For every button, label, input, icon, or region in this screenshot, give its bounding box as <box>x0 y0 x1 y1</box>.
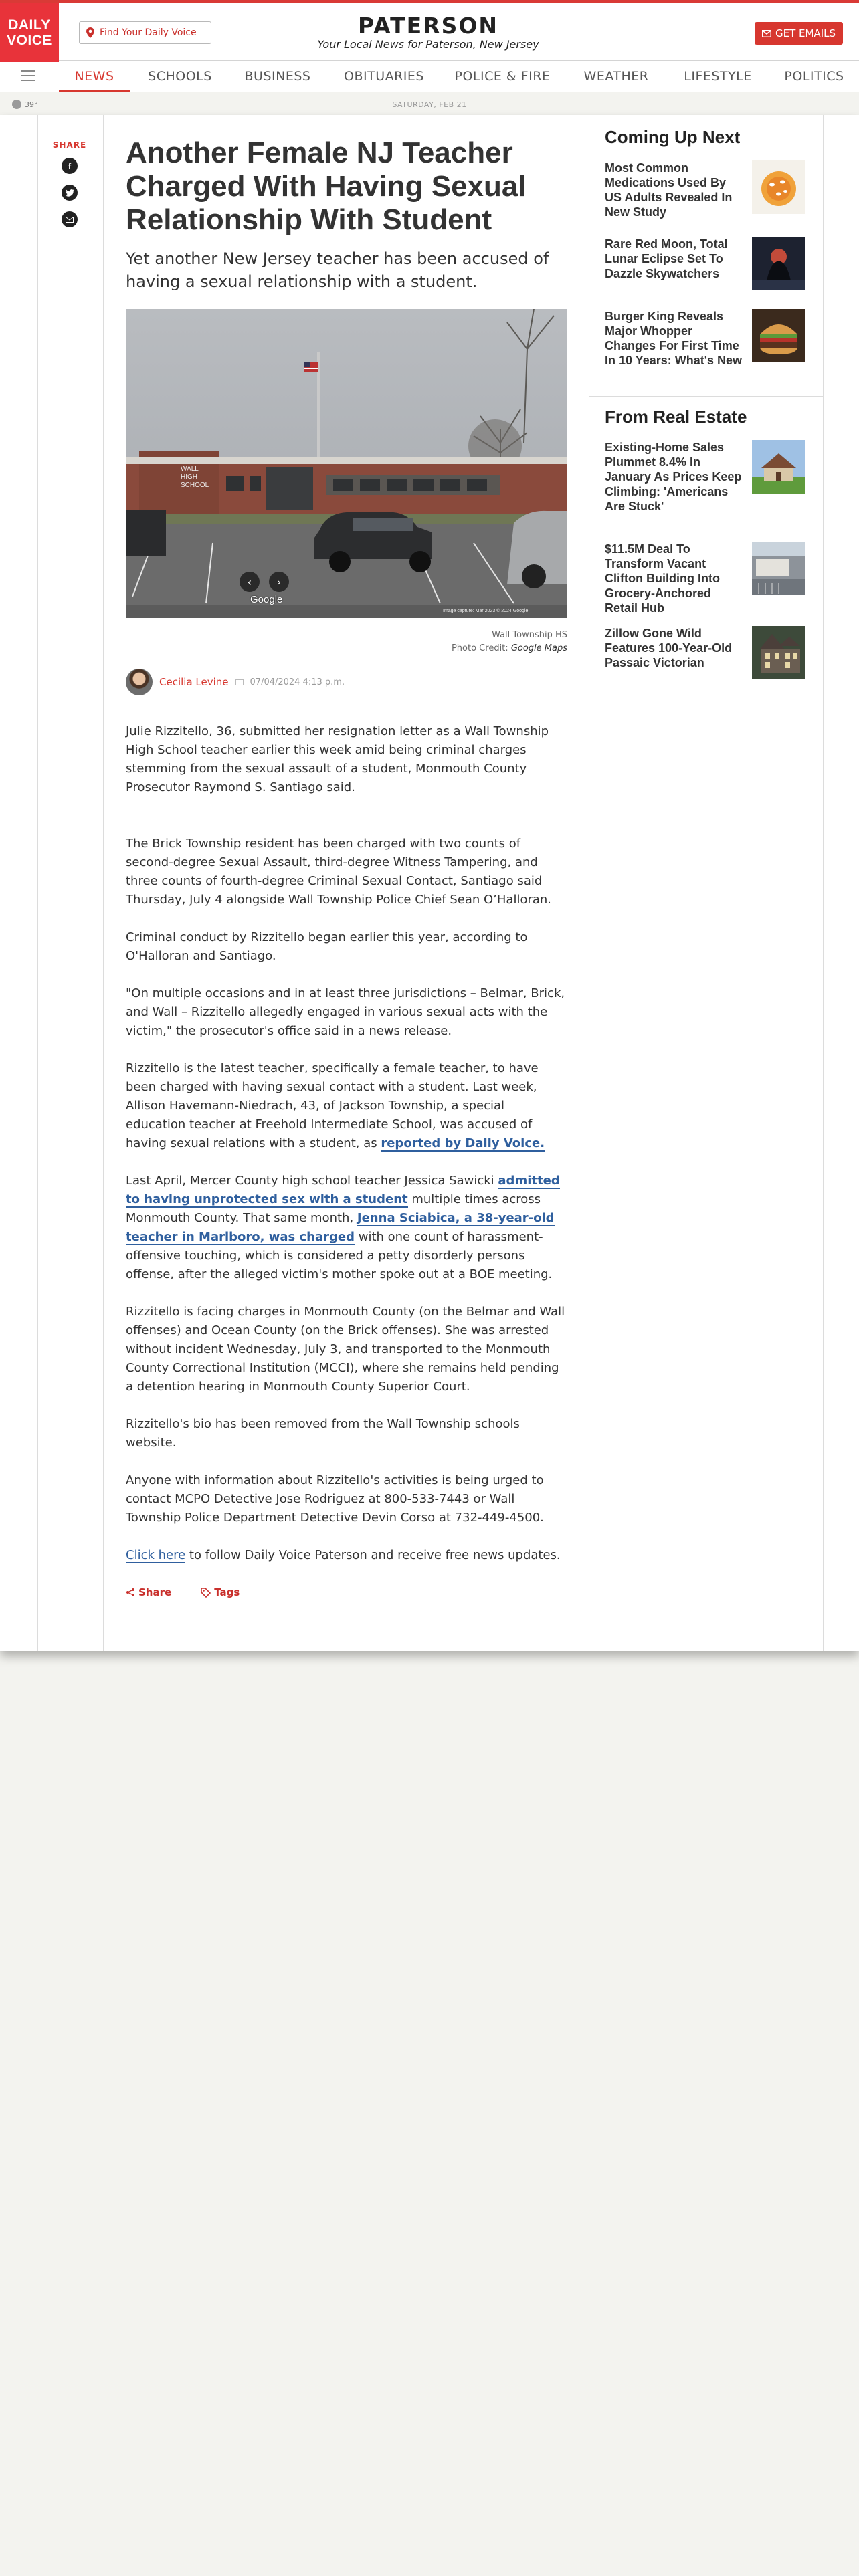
article-paragraph: Rizzitello's bio has been removed from the Wall Township schools website. <box>126 1417 520 1450</box>
article-text: to follow Daily Voice Paterson and receive free news updates. <box>185 1548 561 1562</box>
article-paragraph: "On multiple occasions and in at least three jurisdictions – Belmar, Brick, and Wall – Rizzitello allegedly engaged in various sexual acts with the victim," the prosecutor's office said in a news release. <box>126 986 565 1038</box>
find-your-daily-voice-button[interactable] <box>79 21 211 44</box>
coming-up-item-title: Rare Red Moon, Total Lunar Eclipse Set To Dazzle Skywatchers <box>605 237 728 280</box>
article-paragraph: Julie Rizzitello, 36, submitted her resignation letter as a Wall Township High School teacher earlier this week amid being criminal charges stemming from the sexual assault of a student, Monmouth County Prosecutor Raymond S. Santiago said. <box>126 724 549 794</box>
share-action-label: Share <box>138 1586 172 1598</box>
image-copyright: Image capture: Mar 2023 © 2024 Google <box>443 609 529 613</box>
sciabica-story-link[interactable]: Jenna Sciabica, a 38-year-old teacher in Marlboro, was charged <box>126 1211 555 1244</box>
sign-line-1: WALL <box>181 465 199 473</box>
nav-item-business[interactable]: BUSINESS <box>244 69 311 84</box>
tags-action[interactable] <box>201 1586 254 1598</box>
weather-temperature: 39° <box>25 100 38 109</box>
share-action[interactable] <box>126 1586 186 1598</box>
tags-action-label: Tags <box>214 1586 240 1598</box>
article-paragraph: Rizzitello is facing charges in Monmouth County (on the Belmar and Wall offenses) and Ocean County (on the Brick offenses). She was arrested without incident Wednesday, July 3, and transported to the Monmouth County Correctional Institution (MCCI), where she remains held pending a detention hearing in Monmouth County Superior Court. <box>126 1305 565 1394</box>
real-estate-title: From Real Estate <box>605 407 747 427</box>
photo-credit-label: Photo Credit: <box>451 643 508 653</box>
share-icon <box>126 1588 135 1597</box>
article-paragraph: Anyone with information about Rizzitello's activities is being urged to contact MCPO Detective Jose Rodriguez at 800-533-7443 or Wall Township Police Department Detective Devin Corso at 732-449-4500. <box>126 1473 544 1525</box>
article-actions <box>126 1586 269 1598</box>
find-your-daily-voice-label: Find Your Daily Voice <box>100 27 197 38</box>
hamburger-menu-icon[interactable] <box>21 70 35 81</box>
gallery-next-button[interactable] <box>269 572 289 592</box>
article-text: Rizzitello is the latest teacher, specifically a female teacher, to have been charged with having sexual contact with a student. Last week, Allison Havemann-Niedrach, 43, of Jackson Township, a special education teacher at Freehold Intermediate School, was accused of having sexual relations with a student, as <box>126 1061 539 1150</box>
envelope-icon <box>762 30 771 37</box>
main-content-panel <box>0 115 859 1651</box>
sign-line-3: SCHOOL <box>181 481 209 489</box>
byline <box>126 669 567 695</box>
tag-icon <box>201 1588 211 1598</box>
twitter-icon[interactable] <box>62 185 78 201</box>
aerial-building-thumbnail <box>752 542 805 595</box>
article-headline: Another Female NJ Teacher Charged With Having Sexual Relationship With Student <box>126 136 527 236</box>
nav-item-police-fire[interactable]: POLICE & FIRE <box>454 69 551 84</box>
whopper-thumbnail <box>752 309 805 362</box>
real-estate-item-title: Zillow Gone Wild Features 100-Year-Old Passaic Victorian <box>605 627 733 669</box>
article-paragraph: Criminal conduct by Rizzitello began earlier this year, according to O'Halloran and Santiago. <box>126 930 528 963</box>
main-navigation <box>0 60 859 92</box>
photo-caption: Wall Township HS <box>492 630 567 640</box>
author-email-icon[interactable] <box>235 679 244 685</box>
article-paragraph <box>126 1059 567 1153</box>
chevron-left-icon: ‹ <box>247 575 252 588</box>
article-paragraph <box>126 1172 567 1284</box>
pill-organizer-thumbnail <box>752 160 805 214</box>
reported-by-daily-voice-link[interactable]: reported by Daily Voice. <box>381 1136 545 1150</box>
get-emails-button[interactable] <box>755 22 843 45</box>
school-building-photo <box>126 309 567 618</box>
sign-line-2: HIGH <box>181 473 197 481</box>
article-text: Last April, Mercer County high school teacher Jessica Sawicki <box>126 1174 498 1188</box>
publish-date: 07/04/2024 4:13 p.m. <box>250 677 345 687</box>
column-divider <box>103 115 104 1651</box>
coming-up-item-title: Burger King Reveals Major Whopper Changes For First Time In 10 Years: What's New <box>605 310 743 367</box>
dateline: SATURDAY, FEB 21 <box>392 100 467 109</box>
article <box>126 136 567 1565</box>
daily-voice-logo[interactable] <box>0 3 59 62</box>
victorian-house-thumbnail <box>752 626 805 679</box>
map-pin-icon <box>86 27 94 38</box>
photo-credit <box>126 642 567 655</box>
article-text: multiple times across Monmouth County. That same month, <box>126 1192 541 1225</box>
email-share-icon[interactable] <box>62 211 78 227</box>
coming-up-title: Coming Up Next <box>605 127 741 147</box>
gallery-previous-button[interactable] <box>240 572 260 592</box>
share-title: SHARE <box>52 140 87 150</box>
nav-item-schools[interactable]: SCHOOLS <box>148 69 212 84</box>
photo-caption-block <box>126 629 567 655</box>
real-estate-item-title: $11.5M Deal To Transform Vacant Clifton Building Into Grocery-Anchored Retail Hub <box>605 542 720 615</box>
article-paragraph <box>126 1546 567 1565</box>
site-title[interactable]: PATERSON <box>357 13 499 39</box>
nav-item-politics[interactable]: POLITICS <box>784 69 844 84</box>
site-header <box>0 3 859 60</box>
author-name[interactable]: Cecilia Levine <box>159 676 229 688</box>
house-thumbnail <box>752 440 805 494</box>
column-divider <box>37 115 38 1651</box>
nav-item-weather[interactable]: WEATHER <box>583 69 649 84</box>
sawicki-story-link[interactable]: admitted to having unprotected sex with a student <box>126 1174 560 1206</box>
column-divider <box>823 115 824 1651</box>
article-paragraph: The Brick Township resident has been charged with two counts of second-degree Sexual Assault, third-degree Witness Tampering, and three counts of fourth-degree Criminal Sexual Contact, Santiago said Thursday, July 4 alongside Wall Township Police Chief Sean O’Halloran. <box>126 837 552 907</box>
nav-item-lifestyle[interactable]: LIFESTYLE <box>684 69 752 84</box>
facebook-icon[interactable]: f <box>62 158 78 174</box>
chevron-right-icon: › <box>276 575 282 588</box>
logo-line-1: DAILY <box>8 17 51 33</box>
google-watermark: Google <box>250 594 283 605</box>
logo-line-2: VOICE <box>7 33 52 48</box>
site-tagline: Your Local News for Paterson, New Jersey <box>317 38 539 51</box>
real-estate-item-title: Existing-Home Sales Plummet 8.4% In January As Prices Keep Climbing: 'Americans Are Stuck' <box>605 441 742 513</box>
click-here-link[interactable]: Click here <box>126 1548 186 1562</box>
coming-up-item-title: Most Common Medications Used By US Adults Revealed In New Study <box>605 161 733 219</box>
article-text: with one count of harassment-offensive touching, which is considered a petty disorderly persons offense, after the alleged victim's mother spoke out at a BOE meeting. <box>126 1230 553 1281</box>
sidebar-divider <box>589 396 823 397</box>
nav-item-news[interactable]: NEWS <box>59 61 130 92</box>
nav-item-obituaries[interactable]: OBITUARIES <box>344 69 424 84</box>
photo-credit-source: Google Maps <box>510 643 567 653</box>
share-rail <box>37 140 102 238</box>
author-avatar[interactable] <box>126 669 153 695</box>
article-dek: Yet another New Jersey teacher has been accused of having a sexual relationship with a student. <box>126 249 549 291</box>
get-emails-label: GET EMAILS <box>775 27 836 39</box>
article-photo[interactable] <box>126 309 567 618</box>
lunar-eclipse-thumbnail <box>752 237 805 290</box>
